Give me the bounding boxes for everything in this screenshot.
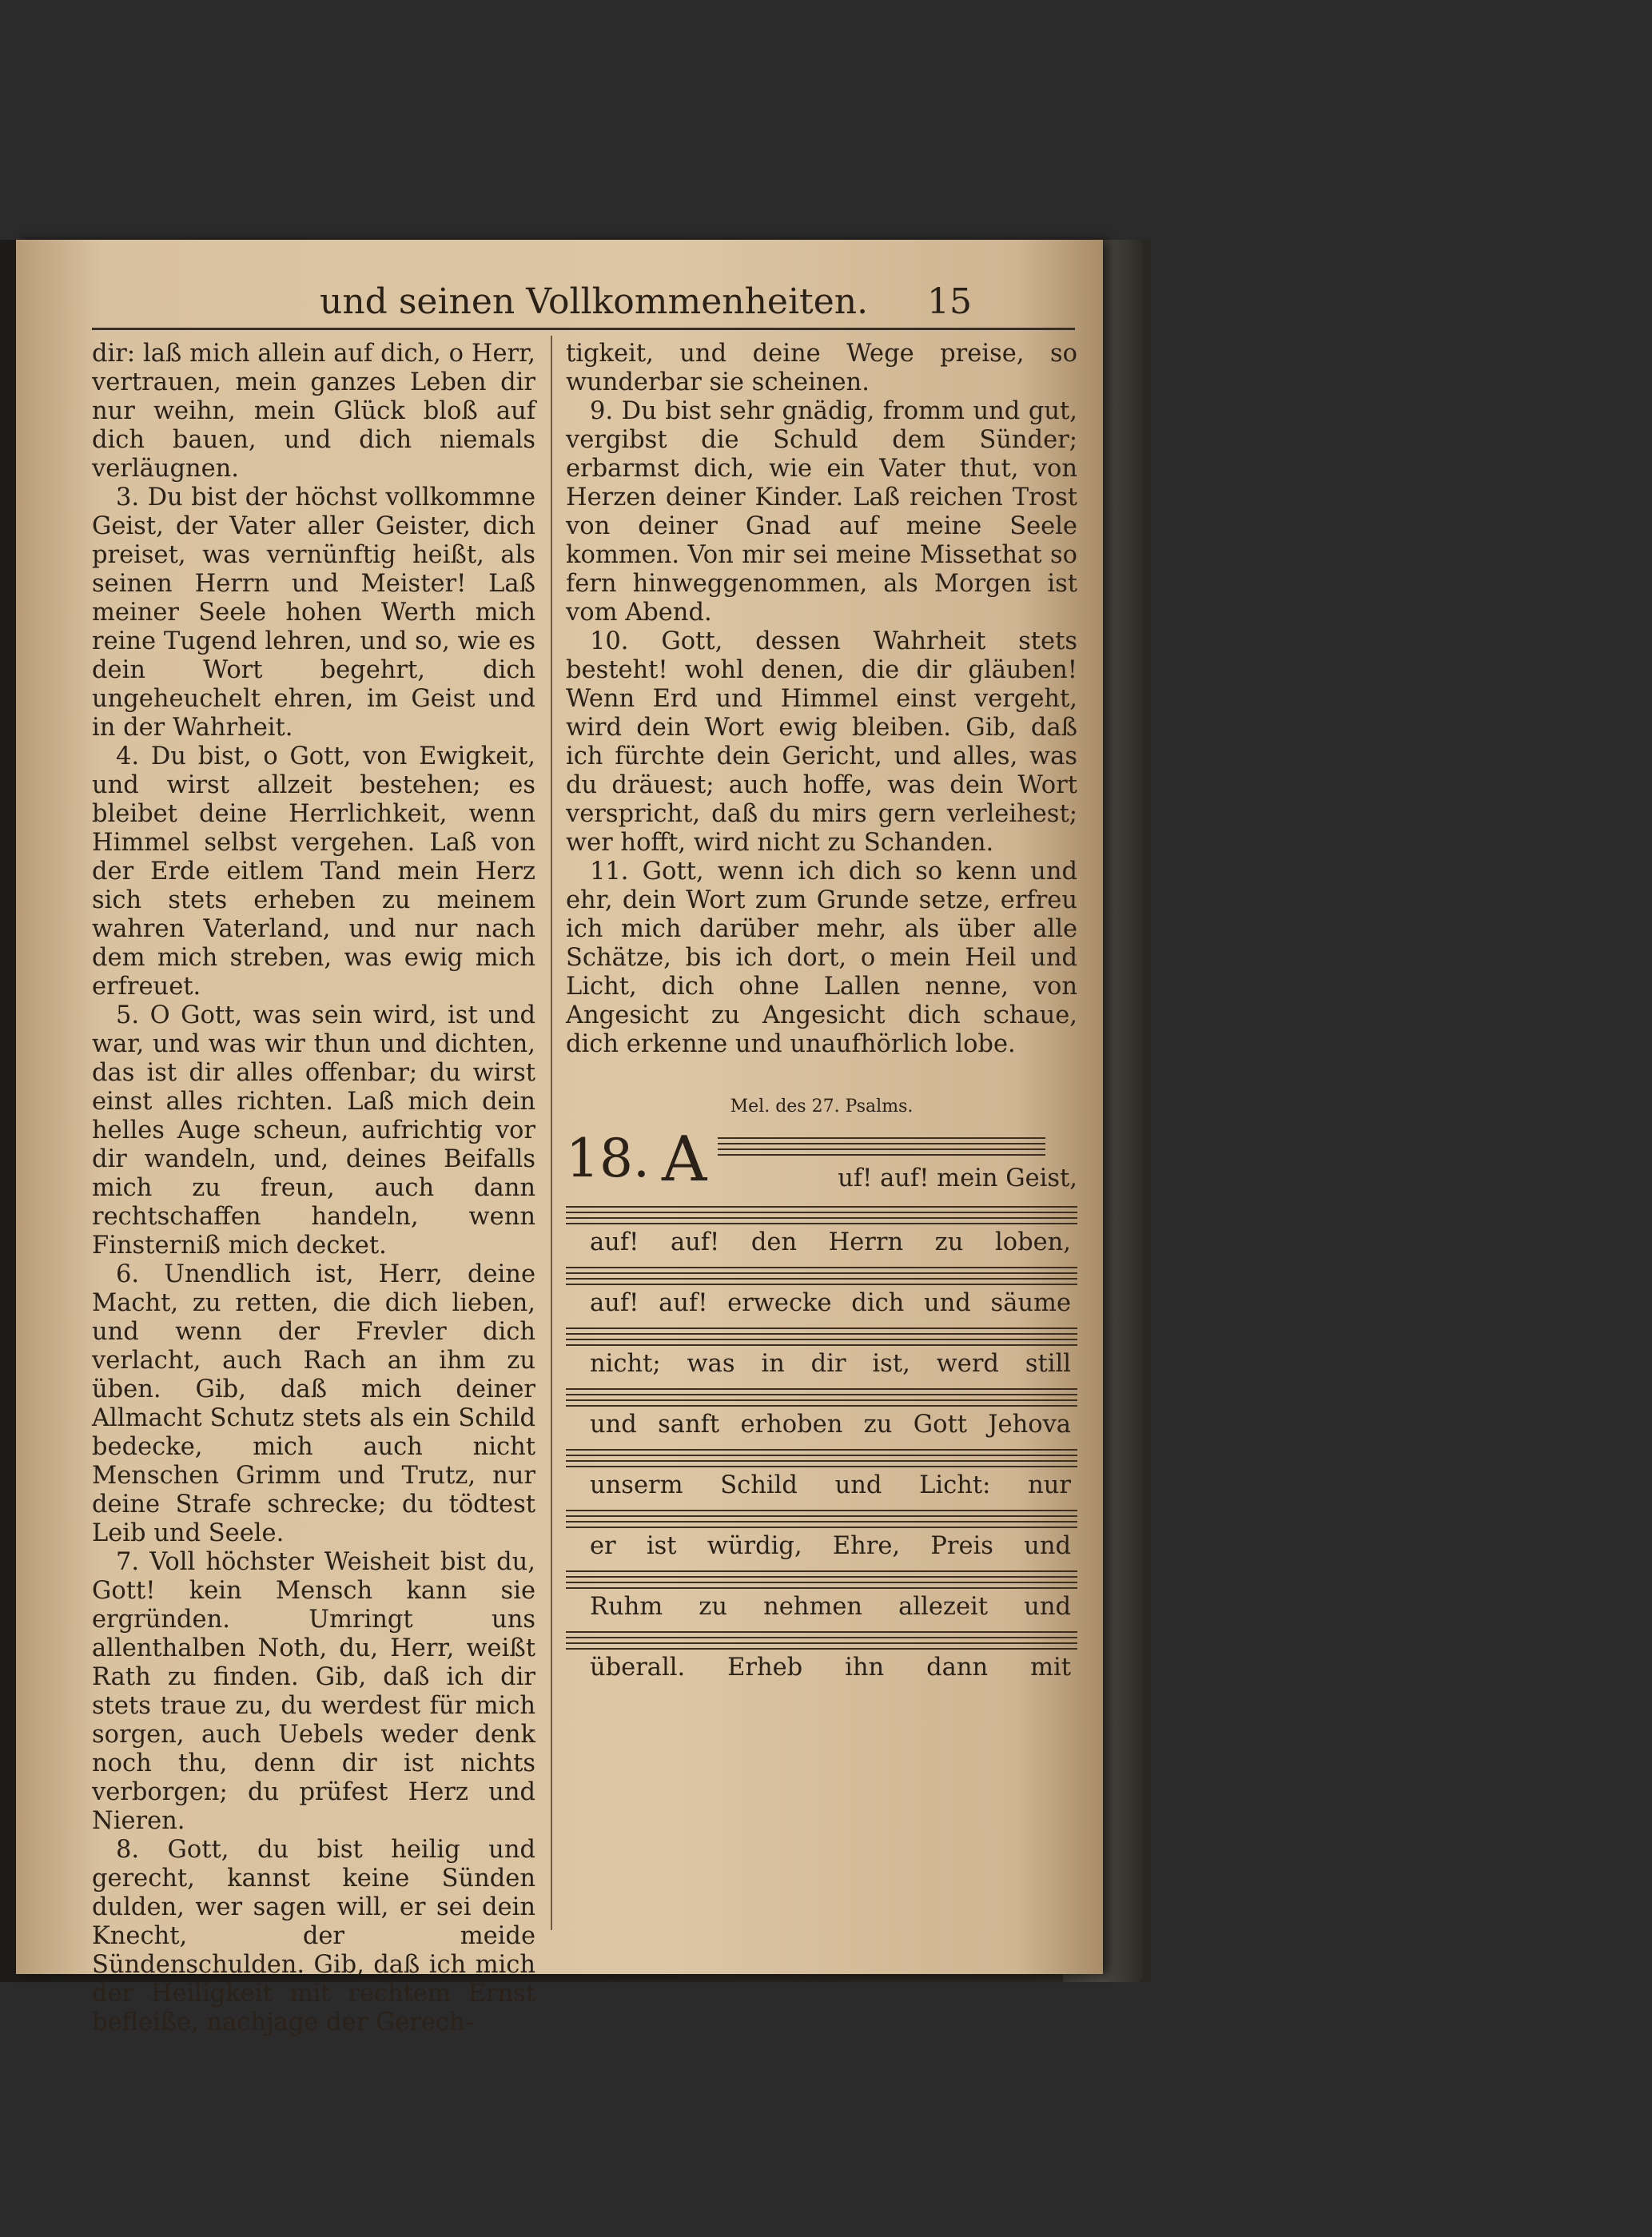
stanza-6: 6. Unendlich ist, Herr, deine Macht, zu retten, die dich lieben, und wenn der Frevler dich verlacht, auch Rach an ihm zu üben. Gib, daß mich deiner Allmacht Schutz stets als ein Schild bedecke, mich auch nicht Menschen Grimm und Trutz, nur deine Strafe schrecke; du tödtest Leib und Seele. <box>92 1260 535 1547</box>
lyric-line: unserm Schild und Licht: nur <box>590 1471 1071 1499</box>
lyric-line: Ruhm zu nehmen allezeit und <box>590 1593 1071 1621</box>
stanza-8-end: tigkeit, und deine Wege preise, so wunderbar sie scheinen. <box>566 340 1077 396</box>
hymn-head <box>566 1124 1077 1198</box>
music-system <box>566 1203 1077 1259</box>
column-divider <box>551 336 552 1930</box>
header-rule <box>92 328 1075 330</box>
book-page <box>16 240 1103 2036</box>
left-column <box>92 340 535 2037</box>
right-column <box>566 340 1077 1684</box>
stanza-11: 11. Gott, wenn ich dich so kenn und ehr, dein Wort zum Grunde setze, erfreu ich mich darüber mehr, als über alle Schätze, bis ich dort, o mein Heil und Licht, dich ohne Lallen nenne, von Angesicht zu Angesicht dich schaue, dich erkenne und unaufhörlich lobe. <box>566 858 1077 1058</box>
lyric-line: uf! auf! mein Geist, <box>838 1164 1077 1192</box>
lyric-line: überall. Erheb ihn dann mit <box>590 1654 1071 1682</box>
melody-label: Mel. des 27. Psalms. <box>730 1097 914 1117</box>
stanza-7: 7. Voll höchster Weisheit bist du, Gott! kein Mensch kann sie ergründen. Umringt uns allenthalben Noth, du, Herr, weißt Rath zu finden. Gib, daß ich dir stets traue zu, du werdest für mich sorgen, auch Uebels weder denk noch thu, denn dir ist nichts verborgen; du prüfest Herz und Nieren. <box>92 1548 535 1835</box>
stanza-3: 3. Du bist der höchst vollkommne Geist, der Vater aller Geister, dich preiset, was vernünftig heißt, als seinen Herrn und Meister! Laß meiner Seele hohen Werth mich reine Tugend lehren, und so, wie es dein Wort begehrt, dich ungeheuchelt ehren, im Geist und in der Wahrheit. <box>92 484 535 742</box>
music-system <box>566 1324 1077 1380</box>
music-system <box>566 1628 1077 1684</box>
music-system <box>566 1446 1077 1502</box>
drop-initial: A <box>662 1124 707 1196</box>
stanza-continuation: dir: laß mich allein auf dich, o Herr, vertrauen, mein ganzes Leben dir nur weihn, mein Glück bloß auf dich bauen, und dich niemals verläugnen. <box>92 340 535 483</box>
music-staff <box>566 1385 1077 1409</box>
music-staff <box>566 1324 1077 1348</box>
music-staff <box>566 1628 1077 1652</box>
music-staff <box>718 1134 1045 1158</box>
page-number: 15 <box>927 281 972 322</box>
lyric-line: er ist würdig, Ehre, Preis und <box>590 1532 1071 1560</box>
music-system <box>566 1507 1077 1562</box>
lyric-line: nicht; was in dir ist, werd still <box>590 1350 1071 1378</box>
running-title: und seinen Vollkommenheiten. <box>320 281 869 322</box>
stanza-5: 5. O Gott, was sein wird, ist und war, und was wir thun und dichten, das ist dir alles offenbar; du wirst einst alles richten. Laß mich dein helles Auge scheun, aufrichtig vor dir wandeln, und, deines Beifalls mich zu freun, auch dann rechtschaffen handeln, wenn Finsterniß mich decket. <box>92 1001 535 1260</box>
lyric-line: auf! auf! den Herrn zu loben, <box>590 1228 1071 1256</box>
page-header <box>16 281 1103 329</box>
stanza-8: 8. Gott, du bist heilig und gerecht, kannst keine Sünden dulden, wer sagen will, er sei dein Knecht, der meide Sündenschulden. Gib, daß ich mich der Heiligkeit mit rechtem Ernst befleiße, nachjage der Gerech- <box>92 1836 535 2036</box>
music-staff <box>566 1264 1077 1288</box>
music-system <box>566 1385 1077 1441</box>
lyric-line: und sanft erhoben zu Gott Jehova <box>590 1411 1071 1439</box>
stanza-10: 10. Gott, dessen Wahrheit stets besteht! wohl denen, die dir gläuben! Wenn Erd und Himmel einst vergeht, wird dein Wort ewig bleiben. Gib, daß ich fürchte dein Gericht, und alles, was du dräuest; auch hoffe, was dein Wort verspricht, daß du mirs gern verleihest; wer hofft, wird nicht zu Schanden. <box>566 627 1077 857</box>
lyric-line: auf! auf! erwecke dich und säume <box>590 1289 1071 1317</box>
music-system <box>566 1567 1077 1623</box>
stanza-4: 4. Du bist, o Gott, von Ewigkeit, und wirst allzeit bestehen; es bleibet deine Herrlichkeit, wenn Himmel selbst vergehen. Laß von der Erde eitlem Tand mein Herz sich stets erheben zu meinem wahren Vaterland, und nur nach dem mich streben, was ewig mich erfreuet. <box>92 742 535 1001</box>
music-system <box>566 1264 1077 1320</box>
music-staff <box>566 1507 1077 1530</box>
music-staff <box>566 1567 1077 1591</box>
stanza-9: 9. Du bist sehr gnädig, fromm und gut, vergibst die Schuld dem Sünder; erbarmst dich, wie ein Vater thut, von Herzen deiner Kinder. Laß reichen Trost von deiner Gnad auf meine Seele kommen. Von mir sei meine Missethat so fern hinweggenommen, als Morgen ist vom Abend. <box>566 397 1077 627</box>
hymn-number: 18. <box>566 1128 650 1189</box>
music-staff <box>566 1203 1077 1227</box>
music-staff <box>566 1446 1077 1470</box>
